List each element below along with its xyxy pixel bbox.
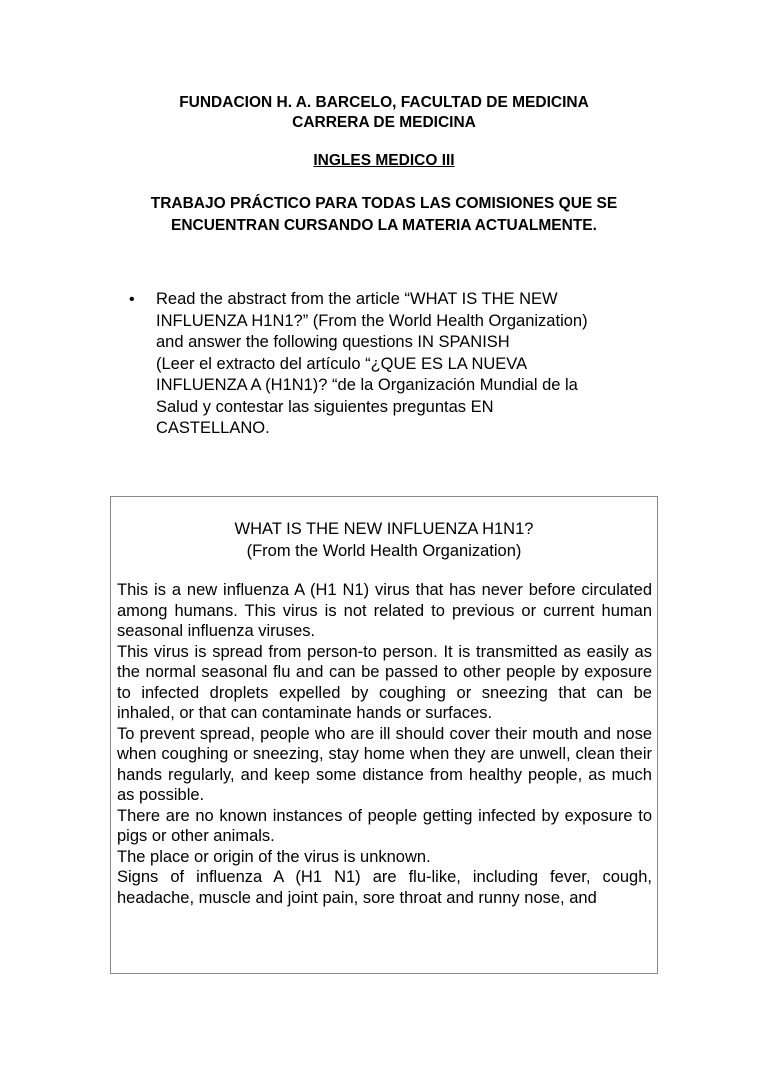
article-paragraph: The place or origin of the virus is unknown. [117, 847, 431, 866]
article-box [110, 496, 658, 974]
assignment-heading-line-1: TRABAJO PRÁCTICO PARA TODAS LAS COMISIONES QUE SE [150, 195, 618, 212]
course-title [110, 151, 658, 171]
bullet-icon: • [129, 291, 135, 308]
course-title-text: INGLES MEDICO III [313, 152, 455, 169]
assignment-heading [108, 193, 660, 237]
instruction-line: (Leer el extracto del artículo “¿QUE ES LA NUEVA [156, 354, 528, 373]
instruction-line: INFLUENZA H1N1?” (From the World Health Organization) [156, 311, 588, 330]
instruction-item [129, 289, 649, 440]
article-body [111, 580, 657, 908]
article-paragraph: This virus is spread from person-to person. It is transmitted as easily as the normal seasonal flu and can be passed to other people by exposure to infected droplets expelled by coughing or sneezing that can be inhaled, or that can contaminate hands or surfaces. [117, 642, 652, 722]
instruction-line: and answer the following questions IN SPANISH [156, 333, 510, 351]
instructions-list [129, 289, 649, 440]
article-heading [111, 518, 657, 562]
article-paragraph: There are no known instances of people getting infected by exposure to pigs or other animals. [117, 806, 652, 845]
instruction-line: CASTELLANO. [156, 419, 270, 437]
institution-header [110, 93, 658, 133]
institution-name: FUNDACION H. A. BARCELO, FACULTAD DE MEDICINA [179, 94, 589, 111]
instruction-line: INFLUENZA A (H1N1)? “de la Organización Mundial de la [156, 376, 578, 394]
article-paragraph: This is a new influenza A (H1 N1) virus that has never before circulated among humans. This virus is not related to previous or current human seasonal influenza viruses. [117, 581, 652, 640]
instruction-line: Read the abstract from the article “WHAT IS THE NEW [156, 290, 558, 308]
article-title: WHAT IS THE NEW INFLUENZA H1N1? [234, 520, 534, 538]
article-source: (From the World Health Organization) [246, 542, 522, 560]
instruction-line: Salud y contestar las siguientes preguntas EN [156, 397, 494, 416]
program-name: CARRERA DE MEDICINA [292, 114, 476, 131]
assignment-heading-line-2: ENCUENTRAN CURSANDO LA MATERIA ACTUALMENTE. [171, 217, 597, 234]
article-paragraph: Signs of influenza A (H1 N1) are flu-like, including fever, cough, headache, muscle and joint pain, sore throat and runny nose, and [117, 868, 652, 907]
article-paragraph: To prevent spread, people who are ill should cover their mouth and nose when coughing or sneezing, stay home when they are unwell, clean their hands regularly, and keep some distance from healthy people, as much as possible. [117, 724, 652, 804]
